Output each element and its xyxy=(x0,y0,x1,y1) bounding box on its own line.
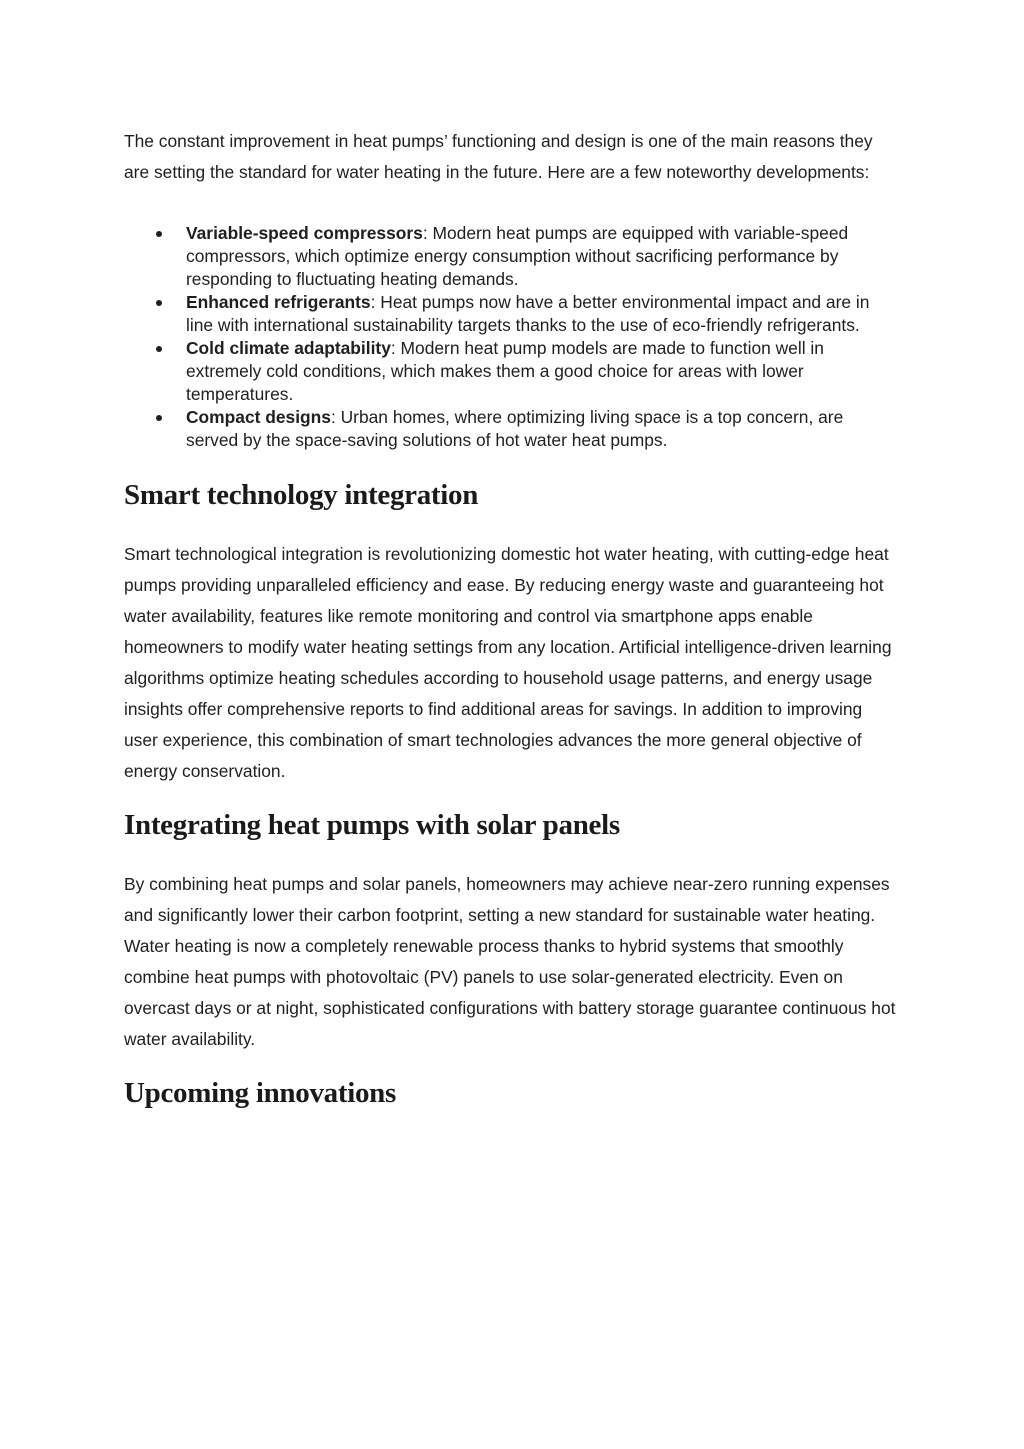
bullet-term: Enhanced refrigerants xyxy=(186,292,371,312)
bullet-term: Compact designs xyxy=(186,407,331,427)
bullet-text: : Modern heat pumps are equipped with variable-speed compressors, which optimize energy consumption without sacrificing performance by responding to fluctuating heating demands. xyxy=(186,223,849,289)
document-content xyxy=(124,126,896,1111)
bullet-text: : Heat pumps now have a better environmental impact and are in line with international sustainability targets thanks to the use of eco-friendly refrigerants. xyxy=(186,292,870,335)
section-heading-smart-technology: Smart technology integration xyxy=(124,479,479,511)
list-item xyxy=(124,291,896,337)
bullet-icon xyxy=(156,300,162,306)
smart-technology-paragraph: Smart technological integration is revolutionizing domestic hot water heating, with cutting-edge heat pumps providing unparalleled efficiency and ease. By reducing energy waste and guaranteeing hot water availability, features like remote monitoring and control via smartphone apps enable homeowners to modify water heating settings from any location. Artificial intelligence-driven learning algorithms optimize heating schedules according to household usage patterns, and energy usage insights offer comprehensive reports to find additional areas for savings. In addition to improving user experience, this combination of smart technologies advances the more general objective of energy conservation. xyxy=(124,544,892,781)
solar-panels-paragraph: By combining heat pumps and solar panels, homeowners may achieve near-zero running expenses and significantly lower their carbon footprint, setting a new standard for sustainable water heating. Water heating is now a completely renewable process thanks to hybrid systems that smoothly combine heat pumps with photovoltaic (PV) panels to use solar-generated electricity. Even on overcast days or at night, sophisticated configurations with battery storage guarantee continuous hot water availability. xyxy=(124,874,896,1049)
bullet-term: Cold climate adaptability xyxy=(186,338,391,358)
section-heading-upcoming-innovations: Upcoming innovations xyxy=(124,1077,396,1109)
bullet-text: : Modern heat pump models are made to function well in extremely cold conditions, which makes them a good choice for areas with lower temperatures. xyxy=(186,338,824,404)
intro-paragraph: The constant improvement in heat pumps’ functioning and design is one of the main reasons they are setting the standard for water heating in the future. Here are a few noteworthy developments: xyxy=(124,131,873,182)
bullet-icon xyxy=(156,231,162,237)
list-item xyxy=(124,222,896,291)
bullet-icon xyxy=(156,346,162,352)
section-heading-solar-panels: Integrating heat pumps with solar panels xyxy=(124,809,620,841)
bullet-term: Variable-speed compressors xyxy=(186,223,423,243)
bullet-icon xyxy=(156,415,162,421)
list-item xyxy=(124,337,896,406)
list-item xyxy=(124,406,896,452)
bullet-text: : Urban homes, where optimizing living space is a top concern, are served by the space-saving solutions of hot water heat pumps. xyxy=(186,407,844,450)
developments-list xyxy=(124,222,896,452)
